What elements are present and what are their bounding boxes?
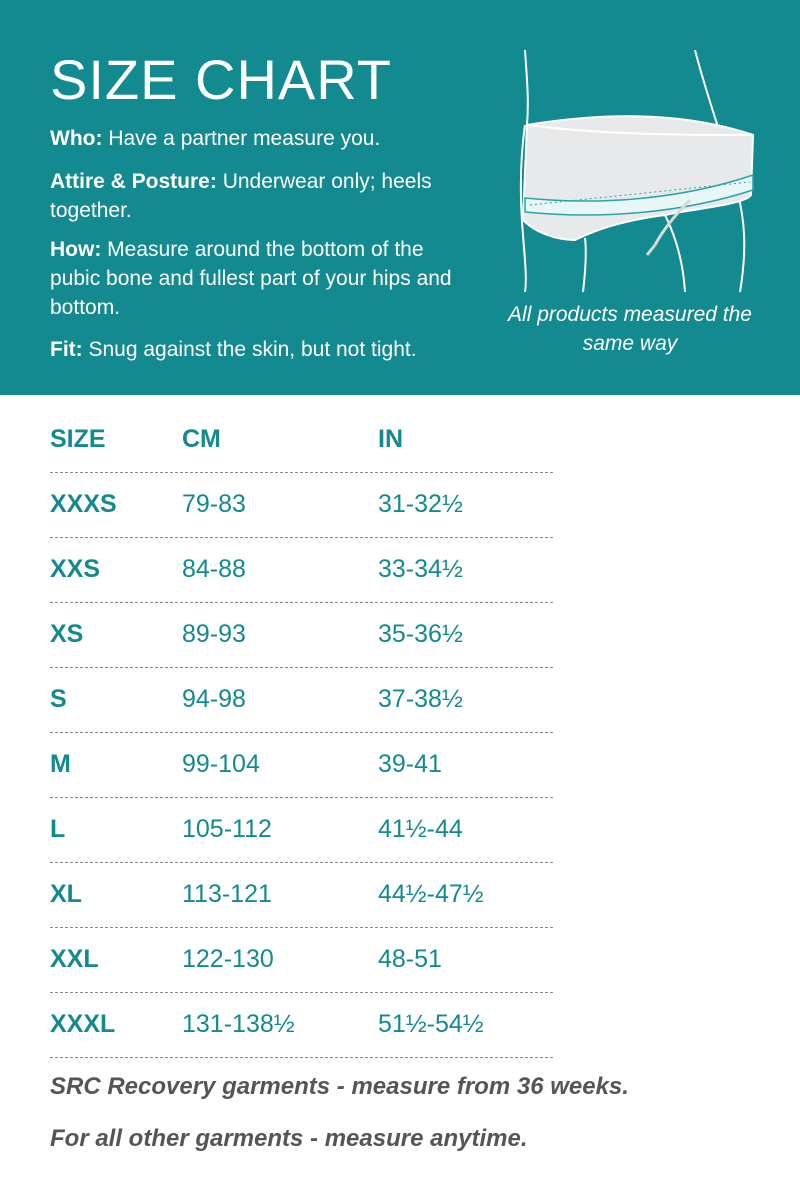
in-cell: 41½-44 [378, 815, 463, 843]
instruction-attire [50, 167, 470, 225]
size-cell: XXL [50, 945, 99, 973]
header-cm: CM [182, 425, 221, 453]
size-cell: XXXS [50, 490, 117, 518]
table-row [50, 473, 553, 538]
table-header-row [50, 418, 553, 473]
note-src-recovery: SRC Recovery garments - measure from 36 weeks. [50, 1073, 629, 1100]
size-cell: S [50, 685, 67, 713]
table-row [50, 603, 553, 668]
table-row [50, 733, 553, 798]
size-cell: XS [50, 620, 84, 648]
fit-text: Snug against the skin, but not tight. [82, 338, 417, 361]
cm-cell: 113-121 [182, 880, 272, 908]
in-cell: 33-34½ [378, 555, 463, 583]
fit-label: Fit: [50, 338, 83, 361]
who-label: Who: [50, 127, 103, 150]
cm-cell: 79-83 [182, 490, 246, 518]
header-in: IN [378, 425, 403, 453]
size-table [50, 418, 553, 1058]
who-text: Have a partner measure you. [102, 127, 381, 150]
size-cell: XXS [50, 555, 101, 583]
how-text: Measure around the bottom of the pubic bone and fullest part of your hips and bottom. [50, 238, 452, 319]
in-cell: 37-38½ [378, 685, 463, 713]
instruction-how [50, 235, 470, 322]
cm-cell: 89-93 [182, 620, 246, 648]
in-cell: 51½-54½ [378, 1010, 484, 1038]
cm-cell: 105-112 [182, 815, 272, 843]
table-row [50, 928, 553, 993]
in-cell: 48-51 [378, 945, 442, 973]
instruction-fit [50, 335, 470, 364]
size-cell: L [50, 815, 66, 843]
instruction-who [50, 124, 470, 153]
in-cell: 31-32½ [378, 490, 463, 518]
table-row [50, 668, 553, 733]
attire-text: Underwear only; heels together. [50, 170, 432, 222]
cm-cell: 122-130 [182, 945, 274, 973]
in-cell: 39-41 [378, 750, 442, 778]
cm-cell: 94-98 [182, 685, 246, 713]
header-panel [0, 0, 800, 395]
cm-cell: 84-88 [182, 555, 246, 583]
table-row [50, 863, 553, 928]
table-row [50, 538, 553, 603]
hip-measurement-illustration-icon [515, 50, 755, 295]
header-size: SIZE [50, 425, 106, 453]
table-row [50, 798, 553, 863]
cm-cell: 131-138½ [182, 1010, 295, 1038]
size-cell: XXXL [50, 1010, 116, 1038]
page-title: SIZE CHART [50, 48, 392, 111]
attire-label: Attire & Posture: [50, 170, 217, 193]
table-row [50, 993, 553, 1058]
note-other-garments: For all other garments - measure anytime. [50, 1125, 528, 1152]
in-cell: 35-36½ [378, 620, 463, 648]
in-cell: 44½-47½ [378, 880, 484, 908]
illustration-caption: All products measured the same way [508, 303, 752, 355]
how-label: How: [50, 238, 102, 261]
size-cell: M [50, 750, 71, 778]
size-cell: XL [50, 880, 82, 908]
cm-cell: 99-104 [182, 750, 260, 778]
